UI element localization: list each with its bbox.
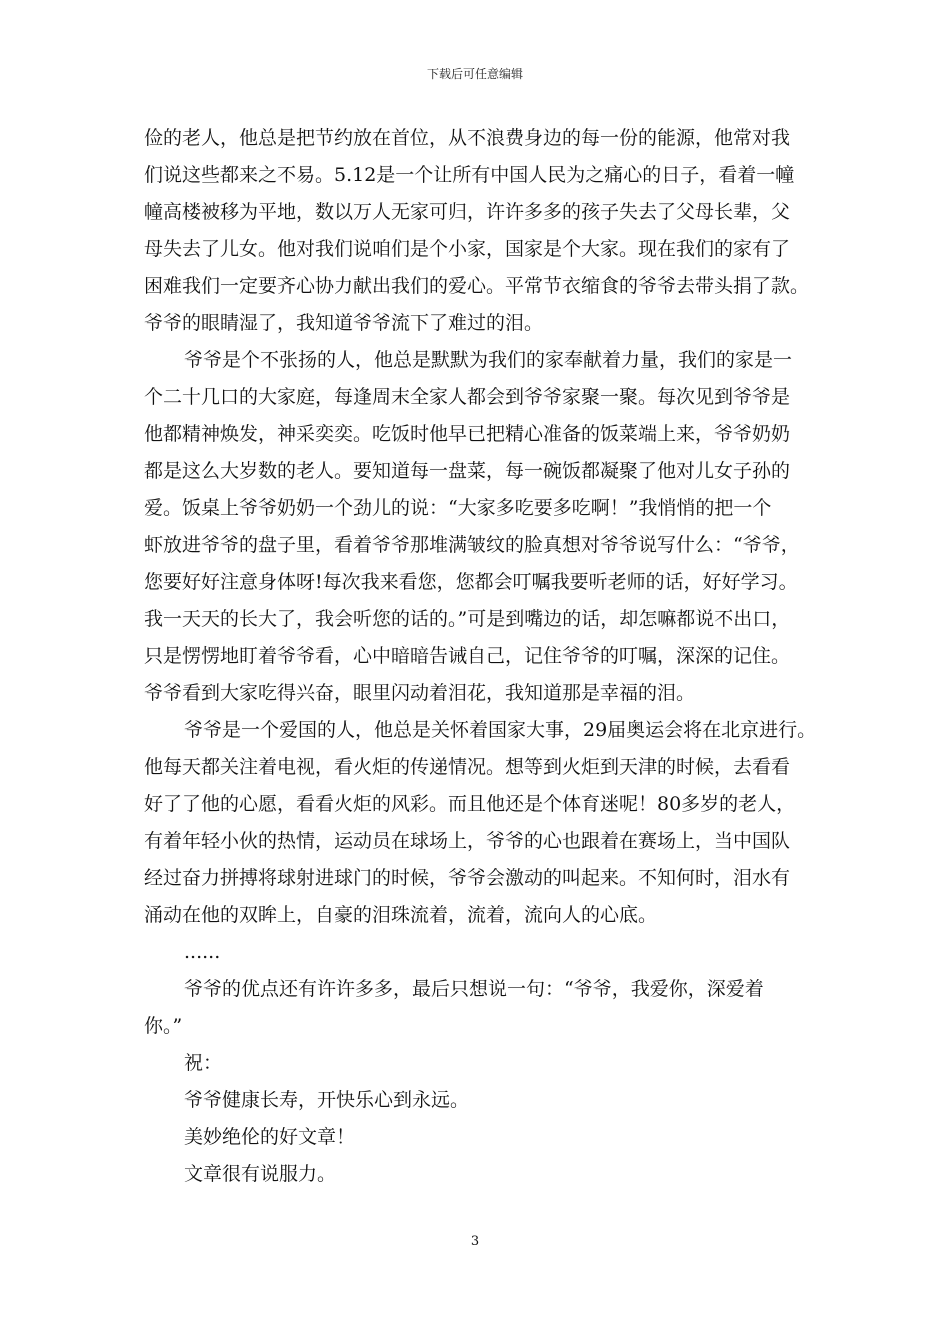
text-line: 个二十几口的大家庭，每逢周末全家人都会到爷爷家聚一聚。每次见到爷爷是 (144, 386, 791, 408)
paragraph-start-line: 爷爷的优点还有许许多多，最后只想说一句：“爷爷，我爱你，深爱着 (184, 978, 764, 1000)
blessing-line: 爷爷健康长寿，开快乐心到永远。 (184, 1089, 470, 1111)
page-header: 下载后可任意编辑 (426, 67, 523, 81)
text-line: 爱。饭桌上爷爷奶奶一个劲儿的说：“大家多吃要多吃啊！”我悄悄的把一个 (144, 497, 772, 519)
text-line: 我一天天的长大了，我会听您的话的。”可是到嘴边的话，却怎嘛都说不出口， (144, 608, 791, 630)
text-line: 虾放进爷爷的盘子里，看着爷爷那堆满皱纹的脸真想对爷爷说写什么：“爷爷， (144, 534, 800, 556)
page-number: 3 (470, 1234, 480, 1249)
text-line: 幢高楼被移为平地，数以万人无家可归，许许多多的孩子失去了父母长辈，父 (144, 201, 791, 223)
text-line: 只是愣愣地盯着爷爷看，心中暗暗告诫自己，记住爷爷的叮嘱，深深的记住。 (144, 645, 791, 667)
paragraph-start-line: 爷爷是一个爱国的人，他总是关怀着国家大事，29届奥运会将在北京进行。 (184, 719, 817, 741)
document-body (144, 120, 820, 1193)
text-line: 都是这么大岁数的老人。要知道每一盘菜，每一碗饭都凝聚了他对儿女子孙的 (144, 460, 791, 482)
text-line: 好了了他的心愿，看看火炬的风彩。而且他还是个体育迷呢！80多岁的老人， (144, 793, 796, 815)
text-line: 母失去了儿女。他对我们说咱们是个小家，国家是个大家。现在我们的家有了 (144, 238, 791, 260)
text-line: 他每天都关注着电视，看火炬的传递情况。想等到火炬到天津的时候，去看看 (144, 756, 791, 778)
comment-line: 美妙绝伦的好文章！ (184, 1126, 356, 1148)
greeting-line: 祝： (184, 1052, 223, 1074)
text-line: 们说这些都来之不易。5.12是一个让所有中国人民为之痛心的日子，看着一幢 (144, 164, 795, 186)
text-line: 爷爷的眼睛湿了，我知道爷爷流下了难过的泪。 (144, 312, 544, 334)
text-line: 他都精神焕发，神采奕奕。吃饭时他早已把精心准备的饭菜端上来，爷爷奶奶 (144, 423, 791, 445)
comment-line: 文章很有说服力。 (184, 1163, 337, 1185)
text-line: 爷爷看到大家吃得兴奋，眼里闪动着泪花，我知道那是幸福的泪。 (144, 682, 696, 704)
text-line: 困难我们一定要齐心协力献出我们的爱心。平常节衣缩食的爷爷去带头捐了款。 (144, 275, 810, 297)
text-line: 涌动在他的双眸上，自豪的泪珠流着，流着，流向人的心底。 (144, 904, 658, 926)
paragraph-start-line: 爷爷是个不张扬的人，他总是默默为我们的家奉献着力量，我们的家是一 (184, 349, 793, 371)
text-line: 经过奋力拼搏将球射进球门的时候，爷爷会激动的叫起来。不知何时，泪水有 (144, 867, 791, 889)
ellipsis-line: ...... (184, 941, 221, 963)
text-line: 有着年轻小伙的热情，运动员在球场上，爷爷的心也跟着在赛场上，当中国队 (144, 830, 791, 852)
text-line: 您要好好注意身体呀!每次我来看您，您都会叮嘱我要听老师的话，好好学习。 (144, 571, 798, 593)
text-line: 俭的老人，他总是把节约放在首位，从不浪费身边的每一份的能源，他常对我 (144, 127, 791, 149)
text-line: 你。” (144, 1015, 183, 1037)
